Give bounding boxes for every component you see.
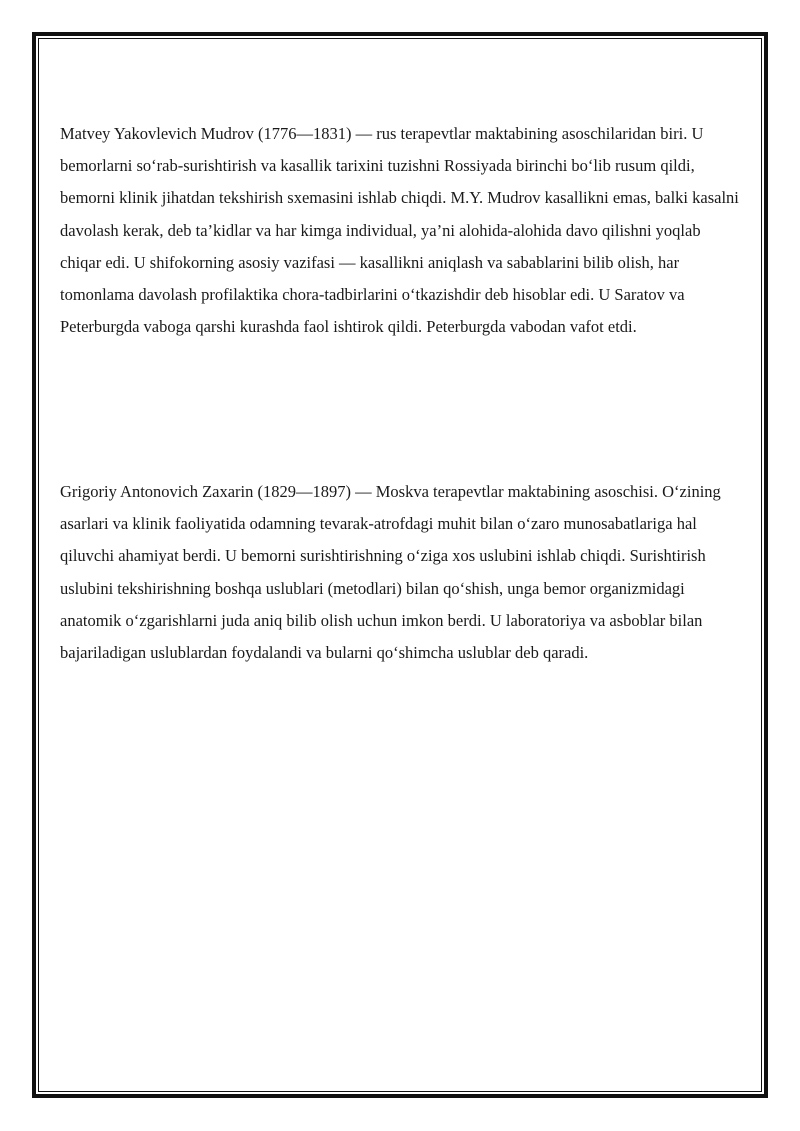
paragraph-zaxarin: Grigoriy Antonovich Zaxarin (1829—1897) — Moskva terapevtlar maktabining asoschisi. O‘zining asarlari va klinik faoliyatida odamning tevarak-atrofdagi muhit bilan o‘zaro munosabatlariga hal qiluvchi ahamiyat berdi. U bemorni surishtirishning o‘ziga xos uslubini ishlab chiqdi. Surishtirish uslubini tekshirishning boshqa uslublari (metodlari) bilan qo‘shish, unga bemor organizmidagi anatomik o‘zgarishlarni juda aniq bilib olish uchun imkon berdi. U laboratoriya va asboblar bilan bajariladigan uslublardan foydalandi va bularni qo‘shimcha uslublar deb qaradi. [60, 482, 721, 663]
paragraph-mudrov: Matvey Yakovlevich Mudrov (1776—1831) — rus terapevtlar maktabining asoschilaridan biri. U bemorlarni so‘rab-surishtirish va kasallik tarixini tuzishni Rossiyada birinchi bo‘lib rusum qildi, bemorni klinik jihatdan tekshirish sxemasini ishlab chiqdi. M.Y. Mudrov kasallikni emas, balki kasalni davolash kerak, deb ta’kidlar va har kimga individual, ya’ni alohida-alohida davo qilishni yoqlab chiqar edi. U shifokorning asosiy vazifasi — kasallikni aniqlash va sabablarini bilib olish, har tomonlama davolash profilaktika chora-tadbirlarini o‘tkazishdir deb hisoblar edi. U Saratov va Peterburgda vaboga qarshi kurashda faol ishtirok qildi. Peterburgda vabodan vafot etdi. [60, 124, 739, 337]
